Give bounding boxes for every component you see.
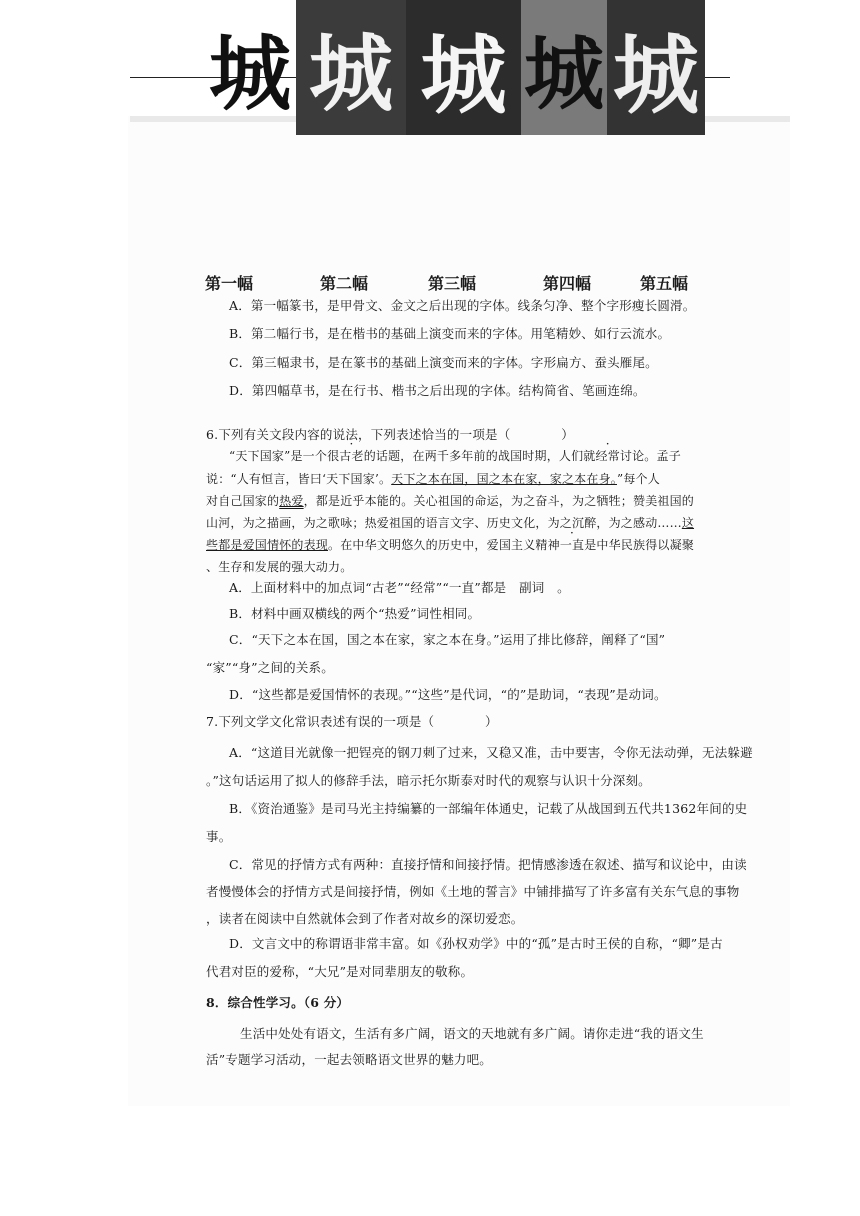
q6-passage-line-1 — [229, 447, 681, 464]
q6-option-d: D．“这些都是爱国情怀的表现。”“这些”是代词，“的”是助词，“表现”是动词。 — [229, 687, 667, 702]
q6-text: 对自己国家的 — [206, 494, 280, 508]
q5-option-a: A．第一幅篆书，是甲骨文、金文之后出现的字体。线条匀净、整个字形瘦长圆滑。 — [229, 298, 696, 313]
caption-5: 第五幅 — [640, 274, 689, 293]
q6-text: 山河，为之描画，为之歌咏；热爱祖国的语言文字、历史文化，为之沉醉，为之感动…… — [206, 516, 682, 530]
q6-underlined-text: 些都是爱国情怀的表现 — [206, 538, 329, 552]
q6-text: “天下国家”是一个很 — [229, 449, 340, 463]
calligraphy-sample-4: 城 — [521, 0, 607, 135]
q6-dotted-word: 一直 — [559, 538, 585, 552]
q6-dotted-word: 经常 — [595, 449, 620, 463]
q6-option-c-line-1: C．“天下之本在国，国之本在家，家之本在身。”运用了排比修辞，阐释了“国” — [229, 632, 666, 647]
q6-option-c-line-2: “家”“身”之间的关系。 — [206, 660, 334, 675]
q5-option-d: D．第四幅草书，是在行书、楷书之后出现的字体。结构简省、笔画连绵。 — [229, 383, 646, 398]
q6-text: 讨论。孟子 — [619, 449, 681, 463]
q7-stem: 7.下列文学文化常识表述有误的一项是（ ） — [206, 714, 498, 729]
q6-passage-line-5 — [206, 536, 694, 553]
q6-passage-line-3 — [206, 492, 694, 509]
q5-option-b: B．第二幅行书，是在楷书的基础上演变而来的字体。用笔精妙、如行云流水。 — [229, 326, 671, 341]
q8-stem: 8．综合性学习。（6 分） — [206, 995, 350, 1010]
q6-text: 的话题，在两千多年前的战国时期，人们就 — [363, 449, 596, 463]
q7-option-c-line-2: 者慢慢体会的抒情方式是间接抒情，例如《土地的誓言》中铺排描写了许多富有关东气息的事物 — [206, 884, 740, 899]
q5-option-c: C．第三幅隶书，是在篆书的基础上演变而来的字体。字形扁方、蚕头雁尾。 — [229, 355, 658, 370]
q6-underlined-text: 这 — [681, 516, 695, 530]
q6-passage-line-2 — [206, 470, 660, 487]
q6-text: 。在中华文明悠久的历史中，爱国主义精神 — [328, 538, 560, 552]
calligraphy-sample-1: 城 — [208, 26, 291, 122]
q6-option-b: B．材料中画双横线的两个“热爱”词性相同。 — [229, 606, 481, 621]
q6-double-underlined: 热爱 — [279, 494, 304, 508]
q7-option-b-line-1: B．《资治通鉴》是司马光主持编纂的一部编年体通史，记载了从战国到五代共1362年间的史 — [229, 801, 748, 816]
q6-dotted-word: 古老 — [339, 449, 364, 463]
calligraphy-sample-2: 城 — [296, 0, 406, 135]
caption-2: 第二幅 — [320, 274, 369, 293]
q8-body-line-2: 活”专题学习活动，一起去领略语文世界的魅力吧。 — [206, 1052, 492, 1067]
q6-option-a: A．上面材料中的加点词“古老”“经常”“一直”都是 副词 。 — [229, 580, 570, 595]
caption-3: 第三幅 — [428, 274, 477, 293]
q7-option-a-line-1: A．“这道目光就像一把锃亮的钢刀刺了过来，又稳又准，击中要害，令你无法动弹，无法躲避 — [229, 745, 753, 760]
q6-stem: 6.下列有关文段内容的说法，下列表述恰当的一项是（ ） — [206, 427, 574, 442]
q7-option-b-line-2: 事。 — [206, 829, 232, 844]
q8-body-line-1: 生活中处处有语文，生活有多广阔，语文的天地就有多广阔。请你走进“我的语文生 — [240, 1026, 704, 1041]
q7-option-a-line-2: 。”这句话运用了拟人的修辞手法，暗示托尔斯泰对时代的观察与认识十分深刻。 — [206, 773, 651, 788]
caption-4: 第四幅 — [543, 274, 592, 293]
q6-passage-line-4 — [206, 514, 694, 531]
q6-text: 说：“人有恒言，皆曰‘天下国家’。 — [206, 472, 392, 486]
q6-underlined-text: 天下之本在国，国之本在家，家之本在身。 — [391, 472, 617, 486]
q7-option-c-line-3: ，读者在阅读中自然就体会到了作者对故乡的深切爱恋。 — [206, 911, 524, 926]
caption-1: 第一幅 — [205, 274, 254, 293]
calligraphy-sample-3: 城 — [406, 0, 521, 135]
q6-text: ，都是近乎本能的。关心祖国的命运，为之奋斗，为之牺牲；赞美祖国的 — [303, 494, 695, 508]
q6-text: ”每个人 — [616, 472, 660, 486]
q7-option-c-line-1: C．常见的抒情方式有两种：直接抒情和间接抒情。把情感渗透在叙述、描写和议论中，由读 — [229, 857, 747, 872]
q6-text: 是中华民族得以凝聚 — [584, 538, 695, 552]
calligraphy-sample-5: 城 — [607, 0, 705, 135]
q7-option-d-line-1: D．文言文中的称谓语非常丰富。如《孙权劝学》中的“孤”是古时王侯的自称，“卿”是古 — [229, 936, 723, 951]
q7-option-d-line-2: 代君对臣的爱称，“大兄”是对同辈朋友的敬称。 — [206, 964, 474, 979]
q6-passage-line-6: 、生存和发展的强大动力。 — [206, 560, 353, 574]
